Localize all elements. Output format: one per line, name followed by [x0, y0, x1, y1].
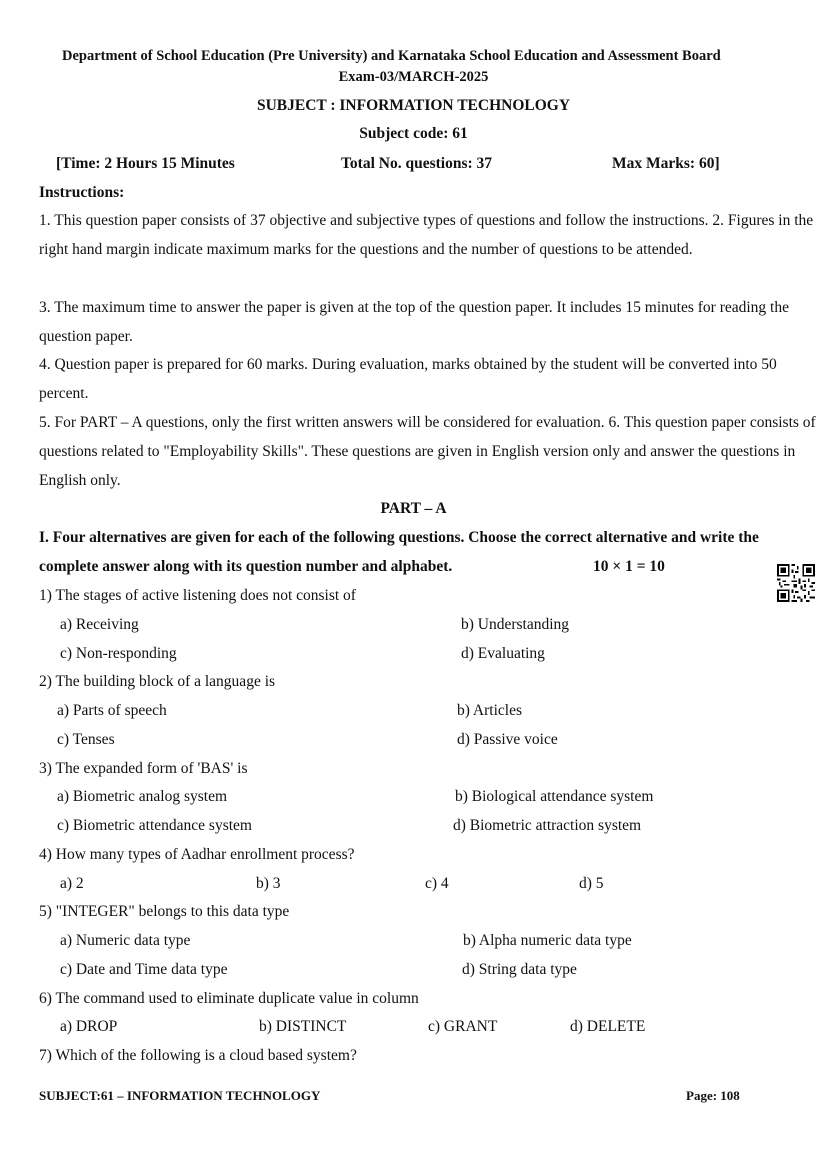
question-3-option-c: c) Biometric attendance system — [57, 817, 252, 834]
question-3-option-b: b) Biological attendance system — [455, 788, 654, 805]
question-5: 5) "INTEGER" belongs to this data type — [39, 903, 290, 920]
question-4-option-c: c) 4 — [425, 875, 449, 892]
question-3: 3) The expanded form of 'BAS' is — [39, 760, 248, 777]
question-2: 2) The building block of a language is — [39, 673, 276, 690]
section-instruction-line2: complete answer along with its question number and alphabet. — [39, 558, 453, 575]
question-5-option-d: d) String data type — [462, 961, 577, 978]
question-3-option-d: d) Biometric attraction system — [453, 817, 642, 834]
question-4-option-b: b) 3 — [256, 875, 281, 892]
page-number: Page: 108 — [686, 1088, 740, 1103]
section-instruction-line1: I. Four alternatives are given for each of the following questions. Choose the correct alternative and write the — [39, 529, 759, 546]
question-1: 1) The stages of active listening does not consist of — [39, 587, 356, 604]
question-2-option-d: d) Passive voice — [457, 731, 558, 748]
instruction-1: 1. This question paper consists of 37 objective and subjective types of questions and follow the instructions. 2. Figures in the right hand margin indicate maximum marks for the questions and the number of questions to be attended. — [39, 212, 814, 258]
subject-code: Subject code: 61 — [359, 125, 468, 142]
instructions-title: Instructions: — [39, 184, 125, 201]
subject-title: SUBJECT : INFORMATION TECHNOLOGY — [256, 97, 571, 114]
question-2-option-b: b) Articles — [457, 702, 522, 719]
max-marks: Max Marks: 60] — [612, 155, 720, 172]
question-4-option-d: d) 5 — [579, 875, 604, 892]
question-4-option-a: a) 2 — [60, 875, 84, 892]
instruction-3: 3. The maximum time to answer the paper is given at the top of the question paper. It includes 15 minutes for reading the question paper. — [39, 299, 789, 345]
question-1-option-a: a) Receiving — [60, 616, 139, 633]
qr-code-icon — [777, 564, 815, 602]
question-2-option-c: c) Tenses — [57, 731, 115, 748]
question-6-option-b: b) DISTINCT — [259, 1018, 347, 1035]
question-4: 4) How many types of Aadhar enrollment process? — [39, 846, 355, 863]
question-2-option-a: a) Parts of speech — [57, 702, 167, 719]
question-5-option-a: a) Numeric data type — [60, 932, 191, 949]
part-a-title: PART – A — [380, 500, 447, 517]
question-1-option-b: b) Understanding — [461, 616, 570, 633]
question-5-option-b: b) Alpha numeric data type — [463, 932, 632, 949]
question-3-option-a: a) Biometric analog system — [57, 788, 228, 805]
instruction-4: 4. Question paper is prepared for 60 marks. During evaluation, marks obtained by the student will be converted into 50 percent. — [39, 356, 777, 402]
exam-title: Exam-03/MARCH-2025 — [338, 69, 489, 85]
total-questions: Total No. questions: 37 — [341, 155, 493, 172]
instruction-5: 5. For PART – A questions, only the first written answers will be considered for evaluation. 6. This question paper consists of questions related to "Employability Skills". These questions are given in English version only and answer the questions in English only. — [39, 414, 816, 489]
footer-subject: SUBJECT:61 – INFORMATION TECHNOLOGY — [39, 1088, 321, 1103]
question-7: 7) Which of the following is a cloud based system? — [39, 1047, 357, 1064]
question-1-option-c: c) Non-responding — [60, 645, 177, 662]
question-6-option-d: d) DELETE — [570, 1018, 646, 1035]
question-5-option-c: c) Date and Time data type — [60, 961, 228, 978]
question-1-option-d: d) Evaluating — [461, 645, 545, 662]
section-marks: 10 × 1 = 10 — [593, 558, 665, 575]
question-6: 6) The command used to eliminate duplicate value in column — [39, 990, 419, 1007]
question-6-option-a: a) DROP — [60, 1018, 118, 1035]
time-allowed: [Time: 2 Hours 15 Minutes — [56, 155, 235, 172]
board-title: Department of School Education (Pre University) and Karnataka School Education and Assessment Board — [62, 48, 721, 64]
question-6-option-c: c) GRANT — [428, 1018, 498, 1035]
